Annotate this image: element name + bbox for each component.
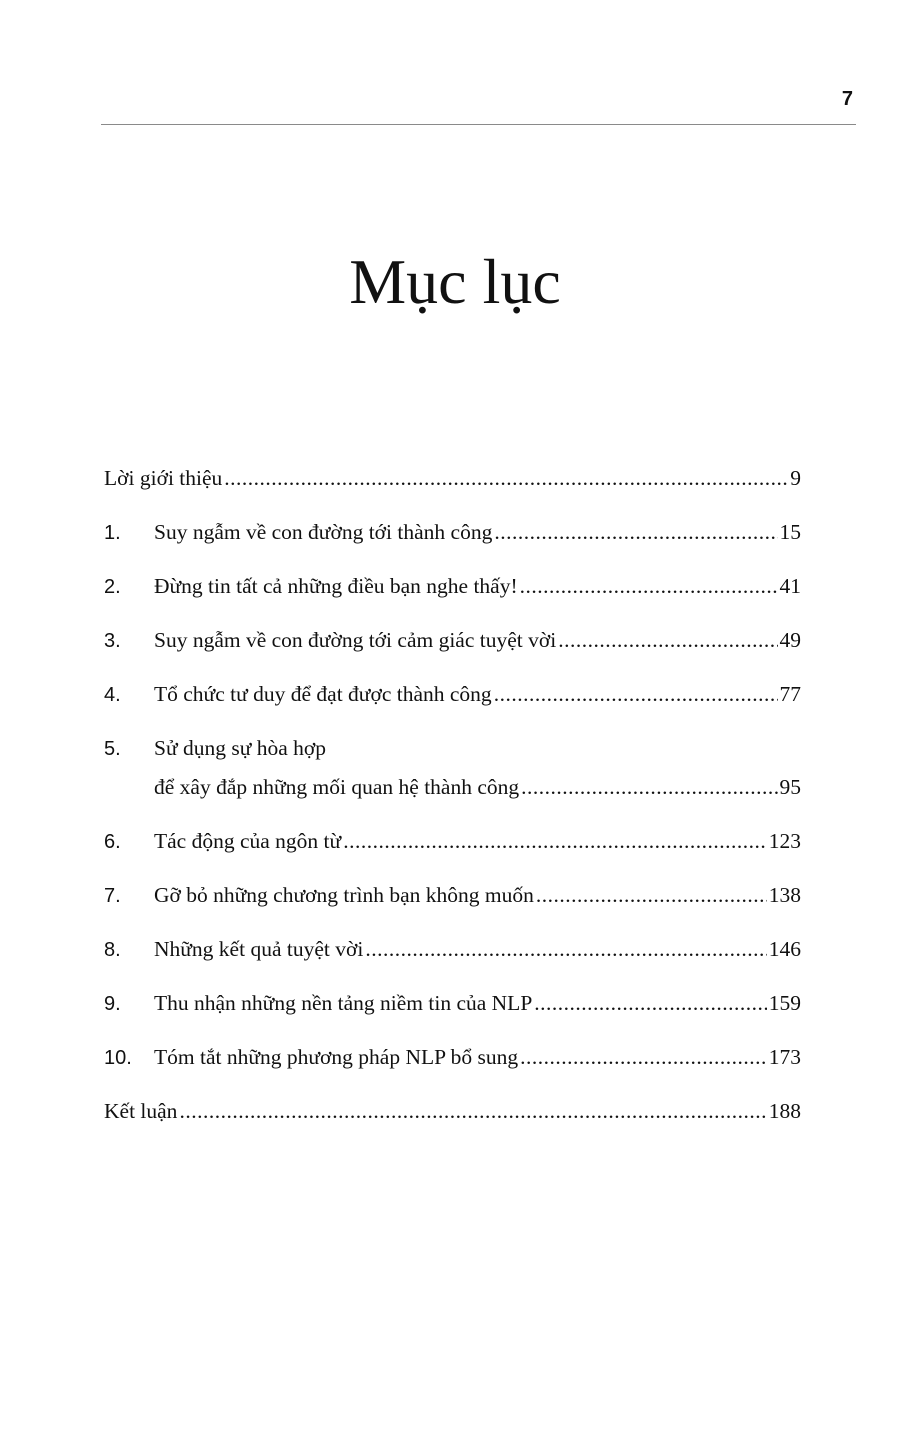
toc-entry-conclusion[interactable]: [104, 1095, 801, 1128]
toc-entry-chapter-5[interactable]: [104, 732, 801, 804]
page-number: 7: [841, 88, 853, 110]
entry-page: 15: [779, 520, 801, 544]
toc-entry-chapter-8[interactable]: [104, 933, 801, 966]
dot-leader: [536, 879, 767, 912]
entry-page: 41: [779, 574, 801, 598]
entry-title: Thu nhận những nền tảng niềm tin của NLP: [154, 991, 533, 1015]
entry-title: Gỡ bỏ những chương trình bạn không muốn: [154, 883, 534, 907]
dot-leader: [534, 987, 766, 1020]
entry-title: Tổ chức tư duy để đạt được thành công: [154, 682, 492, 706]
entry-number: 6.: [104, 831, 121, 853]
entry-title: Kết luận: [104, 1099, 178, 1123]
entry-page: 123: [768, 829, 801, 853]
entry-number: 1.: [104, 522, 121, 544]
entry-title: Lời giới thiệu: [104, 466, 223, 490]
toc-entry-chapter-2[interactable]: [104, 570, 801, 603]
dot-leader: [494, 516, 777, 549]
toc-entry-chapter-6[interactable]: [104, 825, 801, 858]
toc-entry-chapter-3[interactable]: [104, 624, 801, 657]
entry-page: 138: [768, 883, 801, 907]
toc-entry-chapter-4[interactable]: [104, 678, 801, 711]
entry-number: 7.: [104, 885, 121, 907]
entry-number: 5.: [104, 738, 121, 760]
page-title: Mục lục: [349, 246, 561, 317]
toc-entry-chapter-1[interactable]: [104, 516, 801, 549]
entry-page: 188: [768, 1099, 801, 1123]
entry-page: 173: [768, 1045, 801, 1069]
entry-title: Tác động của ngôn từ: [154, 829, 342, 853]
dot-leader: [224, 462, 788, 495]
toc-entry-chapter-10[interactable]: [104, 1041, 801, 1074]
entry-title-line-1: Sử dụng sự hòa hợp: [154, 736, 327, 760]
dot-leader: [520, 1041, 767, 1074]
entry-page: 95: [779, 775, 801, 799]
header-rule: [101, 124, 856, 125]
dot-leader: [365, 933, 766, 966]
entry-number: 9.: [104, 993, 121, 1015]
entry-page: 77: [779, 682, 801, 706]
dot-leader: [494, 678, 778, 711]
dot-leader: [520, 570, 778, 603]
entry-number: 3.: [104, 630, 121, 652]
entry-number: 10.: [104, 1047, 132, 1069]
entry-page: 146: [768, 937, 801, 961]
table-of-contents: [104, 462, 801, 1128]
entry-title: Suy ngẫm về con đường tới cảm giác tuyệt vời: [154, 628, 557, 652]
toc-entry-intro[interactable]: [104, 462, 801, 495]
dot-leader: [558, 624, 777, 657]
entry-page: 49: [779, 628, 801, 652]
entry-page: 9: [790, 466, 801, 490]
entry-number: 2.: [104, 576, 121, 598]
entry-title-line-2: để xây đắp những mối quan hệ thành công: [154, 775, 520, 799]
toc-entry-chapter-9[interactable]: [104, 987, 801, 1020]
entry-title: Tóm tắt những phương pháp NLP bổ sung: [154, 1045, 519, 1069]
dot-leader: [521, 771, 777, 804]
toc-entry-chapter-7[interactable]: [104, 879, 801, 912]
dot-leader: [179, 1095, 766, 1128]
entry-number: 8.: [104, 939, 121, 961]
entry-number: 4.: [104, 684, 121, 706]
entry-page: 159: [768, 991, 801, 1015]
dot-leader: [343, 825, 767, 858]
entry-title: Suy ngẫm về con đường tới thành công: [154, 520, 493, 544]
entry-title: Đừng tin tất cả những điều bạn nghe thấy!: [154, 574, 518, 598]
entry-title: Những kết quả tuyệt vời: [154, 937, 364, 961]
